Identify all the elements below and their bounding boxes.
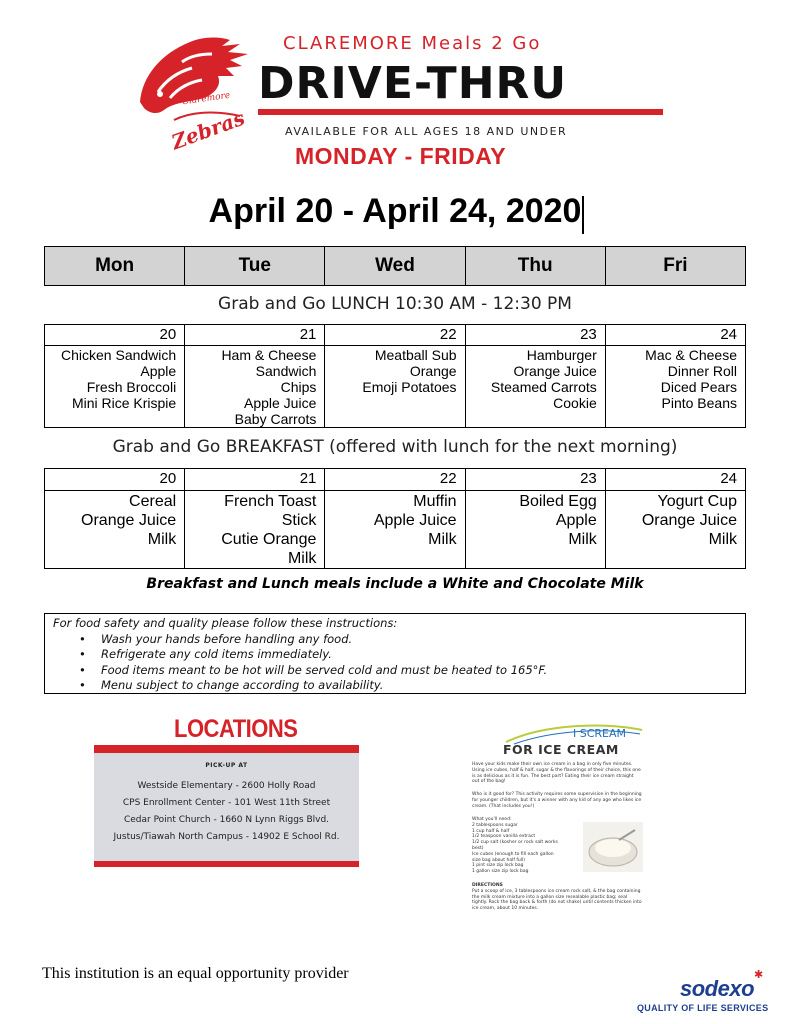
locations-card [94,745,359,867]
menu-item: Muffin [413,493,457,510]
need-item: 1/2 cup salt (kosher or rock salt works best) [472,840,558,851]
menu-item: Milk [147,531,177,548]
menu-item: Boiled Egg [519,493,597,510]
menu-item: Apple Juice [373,512,457,529]
title-rule [258,109,663,115]
need-item: 1/2 teaspoon vanilla extract [472,834,536,840]
pickup-label: PICK-UP AT [205,762,248,769]
date-range: April 20 - April 24, 2020 [208,192,582,230]
location-line: Justus/Tiawah North Campus - 14902 E School Rd. [113,832,340,842]
menu-item: Dinner Roll [667,363,737,379]
breakfast-date: 24 [605,469,745,491]
breakfast-date: 21 [185,469,325,491]
directions-label: DIRECTIONS [472,883,503,888]
instructions-intro: For food safety and quality please follow these instructions: [53,616,398,630]
menu-item: Yogurt Cup [657,493,737,510]
need-item: 1 cup half & half [472,828,510,834]
text-cursor [582,196,584,234]
ice-title-line2: FOR ICE CREAM [503,742,619,757]
menu-item: Steamed Carrots [490,379,597,395]
instruction-item: • Food items meant to be hot will be served cold and must be heated to 165°F. [79,663,737,679]
directions-text: Put a scoop of ice, 3 tablespoons ice cream rock salt, & the bag containing the milk cream mixture into a gallon size resealable plastic bag; seal tightly. Rock the bag back & forth (do not shake) until contents thicken into ice cream, about 10 minutes. [472,888,642,912]
ice-needs [472,817,562,875]
menu-item: Cereal [129,493,177,510]
menu-item: Cookie [553,395,597,411]
ice-good-for: Who is it good for? This activity requires some supervision in the beginning for younger children, but it's a winner with any kid of any age who likes ice cream. (That includes you!) [472,792,642,809]
menu-item: Milk [568,531,597,548]
ice-cream-bowl-image [583,822,643,872]
lunch-title: Grab and Go LUNCH 10:30 AM - 12:30 PM [218,294,572,314]
zebra-logo [130,32,260,170]
lunch-table [44,324,746,428]
equal-opportunity-statement: This institution is an equal opportunity provider [42,965,349,982]
menu-item: Diced Pears [660,379,737,395]
menu-item: Orange Juice [513,363,597,379]
breakfast-table [44,468,746,569]
instruction-item: • Menu subject to change according to availability. [79,678,737,694]
need-item: Ice cubes (enough to fill each gallon size bag about half full) [472,851,554,863]
breakfast-menu-wed [325,491,465,569]
star-icon: ✱ [754,969,764,981]
day-header: Mon [45,247,185,286]
lunch-menu-tue [185,346,325,428]
brand-top: CLAREMORE Meals 2 Go [283,33,542,54]
location-line: Westside Elementary - 2600 Holly Road [137,781,316,791]
sodexo-tagline: QUALITY OF LIFE SERVICES [637,1003,769,1013]
weekday-range: MONDAY - FRIDAY [295,143,507,169]
need-item: 1 gallon size zip lock bag [472,869,529,875]
breakfast-date: 20 [45,469,185,491]
logo-text: Zebras [168,105,248,155]
logo-small-text: Claremore [181,90,231,108]
locations-heading: LOCATIONS [174,714,298,743]
menu-item: Stick [281,512,317,529]
breakfast-date: 23 [465,469,605,491]
lunch-menu-thu [465,346,605,428]
menu-item: Milk [287,550,317,567]
menu-item: Fresh Broccoli [86,379,177,395]
menu-item: Hamburger [526,347,597,363]
menu-item: Pinto Beans [661,395,737,411]
need-item: 1 pint size zip lock bag [472,863,524,869]
milk-note: Breakfast and Lunch meals include a White and Chocolate Milk [146,576,644,592]
menu-item: Apple [140,363,177,379]
breakfast-menu-tue [185,491,325,569]
menu-item: Mac & Cheese [645,347,737,363]
day-header: Wed [325,247,465,286]
location-line: Cedar Point Church - 1660 N Lynn Riggs Blvd. [123,815,330,825]
day-header: Thu [465,247,605,286]
instruction-item: • Refrigerate any cold items immediately. [79,647,737,663]
day-header-table [44,246,746,286]
menu-item: Milk [428,531,457,548]
lunch-menu-mon [45,346,185,428]
menu-item: Ham & Cheese [221,347,317,363]
lunch-date: 21 [185,325,325,346]
lunch-menu-wed [325,346,465,428]
menu-item: Mini Rice Krispie [71,395,177,411]
menu-item: Apple Juice [243,395,317,411]
lunch-date: 22 [325,325,465,346]
instruction-item: • Wash your hands before handling any food. [79,632,737,648]
needs-label: What you'll need: [472,817,512,822]
menu-item: Cutie Orange [221,531,317,548]
menu-item: Baby Carrots [234,411,317,427]
page-title: DRIVE-THRU [258,58,568,109]
menu-item: Chicken Sandwich [61,347,177,363]
menu-item: Emoji Potatoes [362,379,457,395]
breakfast-title: Grab and Go BREAKFAST (offered with lunch for the next morning) [112,437,678,457]
menu-item: Orange [409,363,457,379]
menu-item: Apple [555,512,597,529]
need-item: 2 tablespoons sugar [472,822,518,828]
menu-item: Orange Juice [641,512,737,529]
breakfast-menu-thu [465,491,605,569]
ice-intro: Have your kids make their own ice cream in a bag in only five minutes. Using ice cubes, half & half, sugar & the flavorings of their choice, this one is as delicious as it is fun. The best part? Eating their ice cream straight out of the bag! [472,762,641,785]
menu-item: French Toast [224,493,317,510]
lunch-date: 24 [605,325,745,346]
lunch-date: 20 [45,325,185,346]
ice-title-line1: I SCREAM [573,727,627,740]
breakfast-menu-mon [45,491,185,569]
lunch-menu-fri [605,346,745,428]
menu-item: Milk [708,531,737,548]
food-safety-box [44,613,746,694]
breakfast-menu-fri [605,491,745,569]
day-header: Tue [185,247,325,286]
menu-item: Orange Juice [81,512,177,529]
menu-item: Meatball Sub [374,347,457,363]
ice-directions [472,883,642,912]
menu-item: Sandwich [255,363,317,379]
menu-item: Chips [280,379,317,395]
day-header: Fri [605,247,745,286]
ice-cream-flyer [470,720,646,925]
sodexo-logo: sodexo [680,976,755,1001]
eligibility-subtitle: AVAILABLE FOR ALL AGES 18 AND UNDER [285,125,568,138]
instructions-list [53,632,737,694]
location-line: CPS Enrollment Center - 101 West 11th Street [122,798,331,808]
lunch-date: 23 [465,325,605,346]
breakfast-date: 22 [325,469,465,491]
